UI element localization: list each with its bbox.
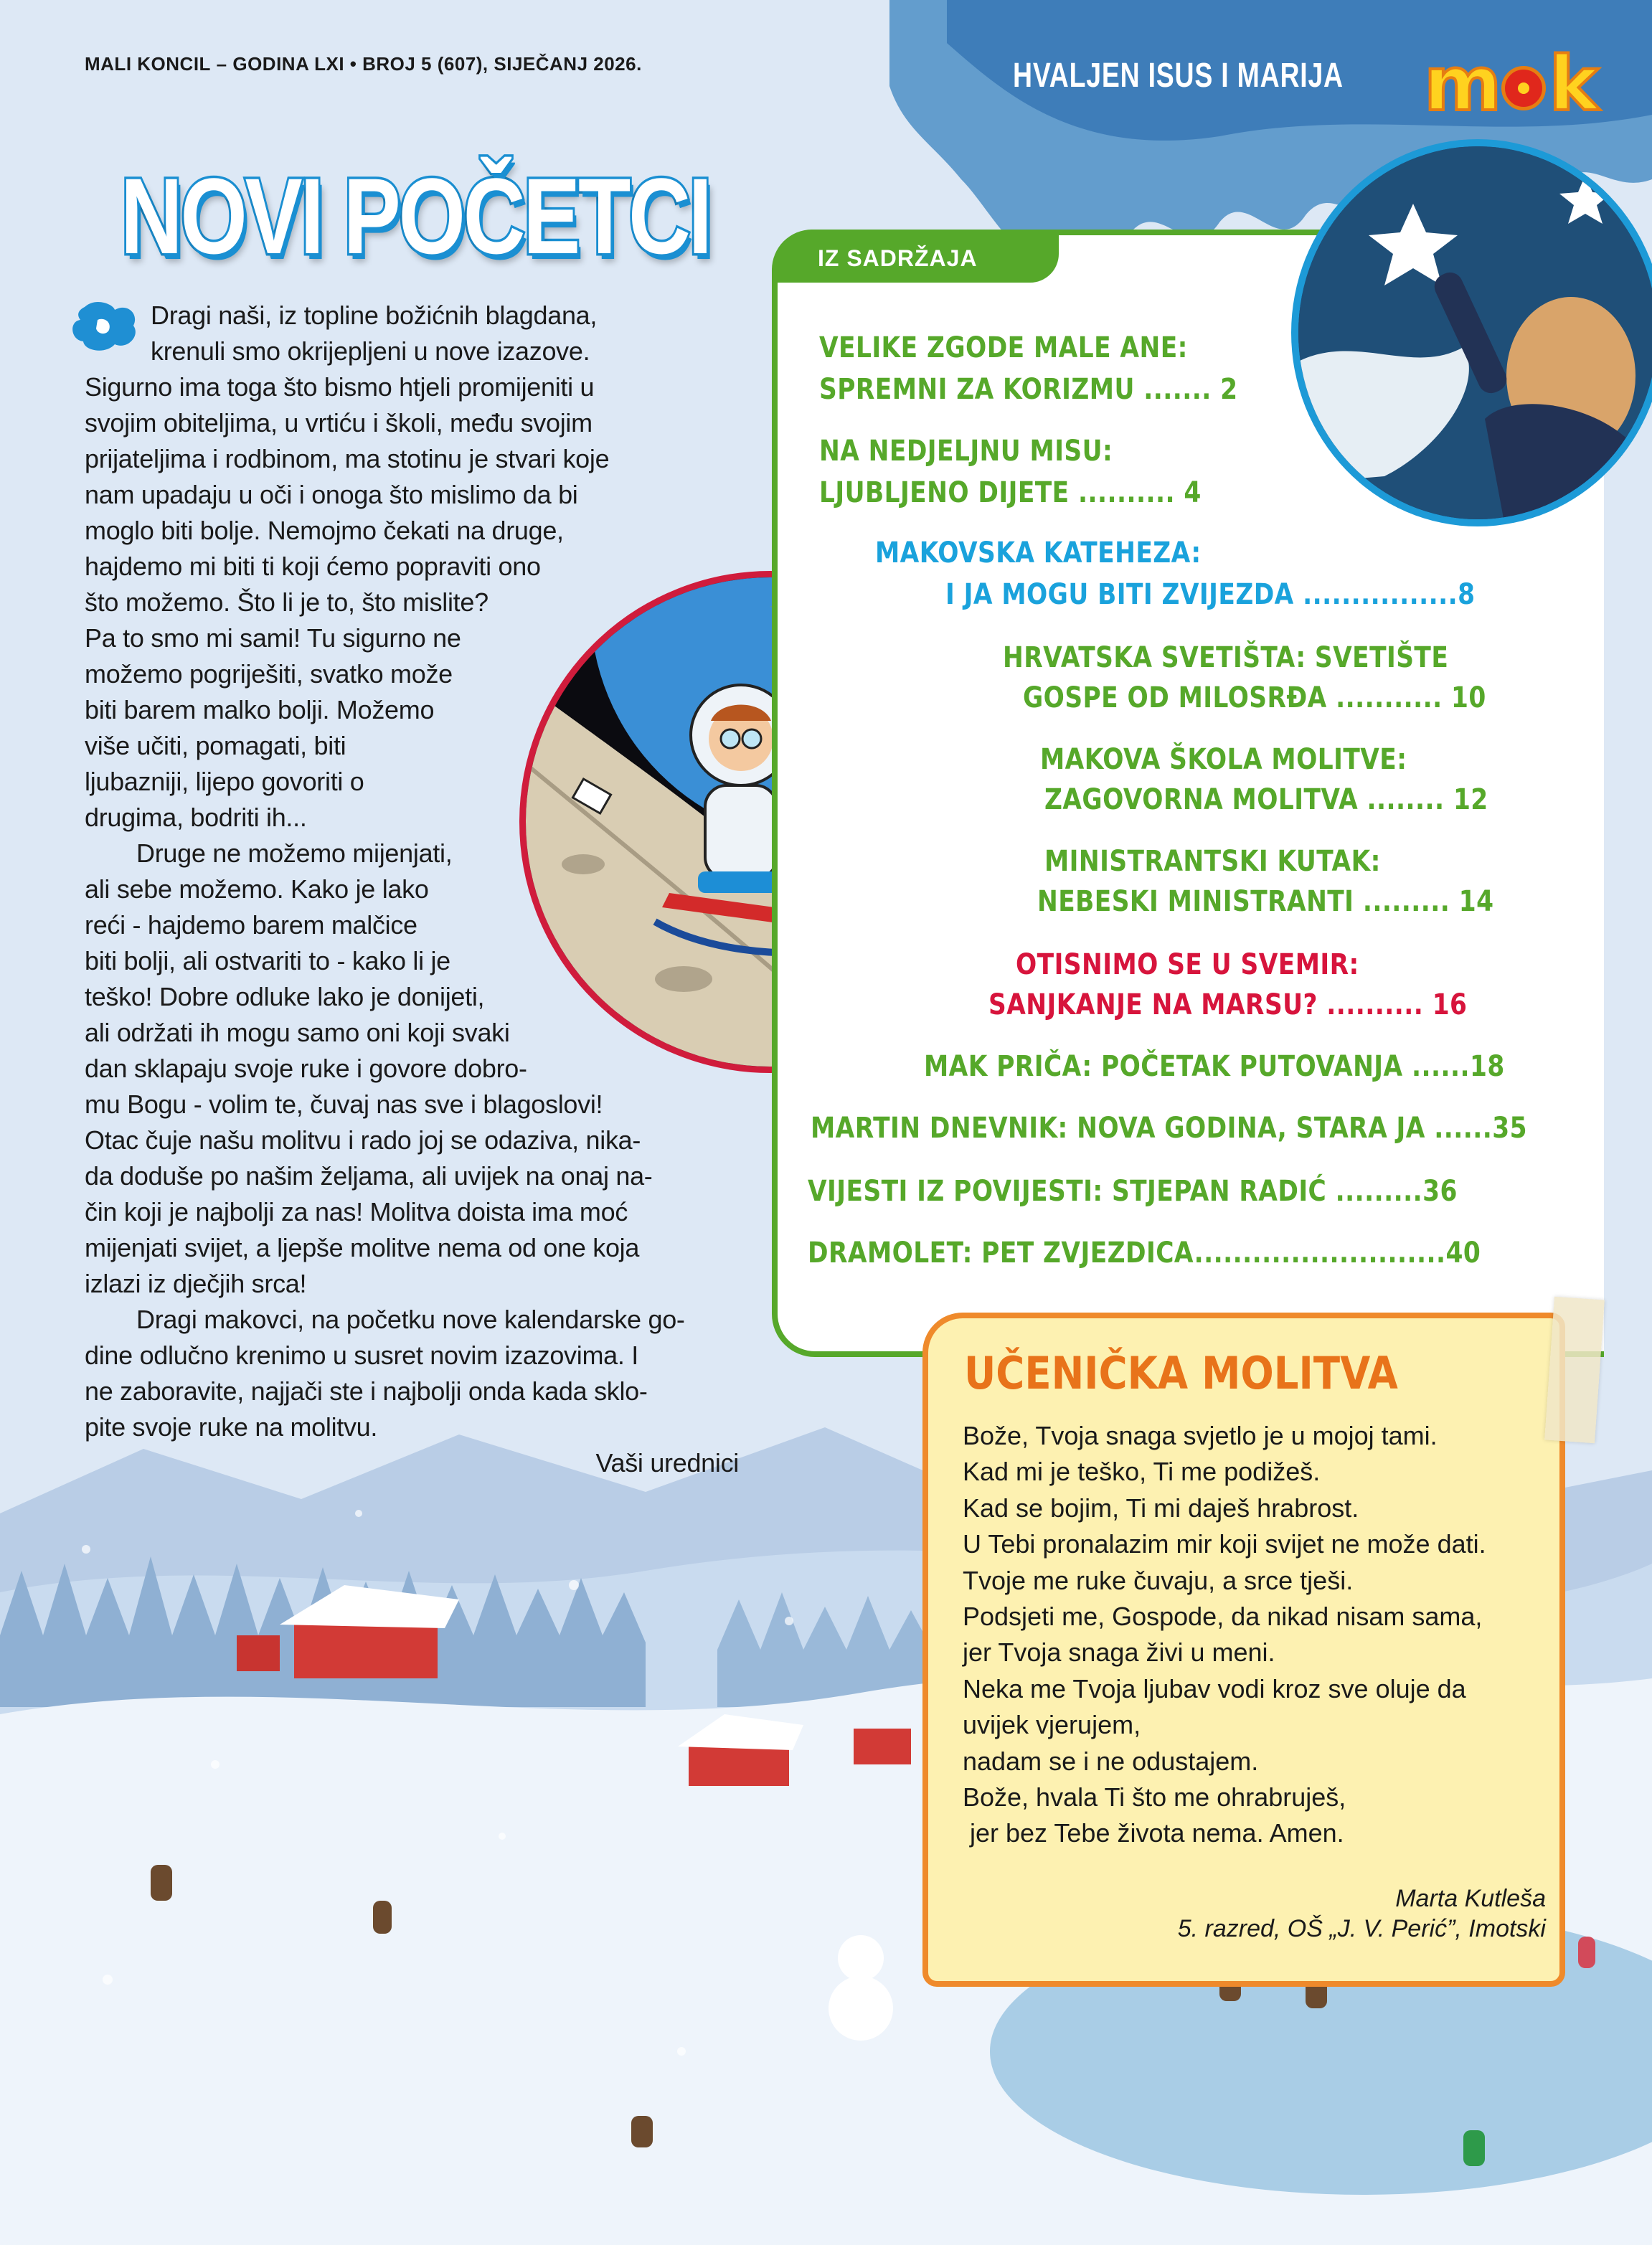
tape-decoration [1544, 1297, 1605, 1443]
prayer-line: Kad mi je teško, Ti me podižeš. [963, 1457, 1321, 1487]
toc-item[interactable]: MARTIN DNEVNIK: NOVA GODINA, STARA JA ......35 [811, 1112, 1527, 1145]
article-line: drugima, bodriti ih... [85, 803, 307, 832]
prayer-title: UČENIČKA MOLITVA [964, 1347, 1398, 1399]
toc-item[interactable]: VIJESTI IZ POVIJESTI: STJEPAN RADIĆ .........36 [808, 1175, 1458, 1208]
prayer-author: Marta Kutleša [1395, 1885, 1546, 1912]
article-line: ali sebe možemo. Kako je lako [85, 874, 429, 904]
toc-item[interactable]: ZAGOVORNA MOLITVA ........ 12 [1044, 783, 1488, 816]
issue-info [85, 53, 642, 75]
toc-item[interactable]: OTISNIMO SE U SVEMIR: [1016, 948, 1359, 981]
toc-heading: IZ SADRŽAJA [772, 230, 1059, 283]
issue-details: – GODINA LXI • BROJ 5 (607), SIJEČANJ 2026. [216, 53, 642, 75]
article-signature: Vaši urednici [595, 1448, 739, 1478]
article-line: ne zaboravite, najjači ste i najbolji onda kada sklo- [85, 1376, 648, 1406]
prayer-line: U Tebi pronalazim mir koji svijet ne može dati. [963, 1529, 1486, 1559]
prayer-line: Neka me Tvoja ljubav vodi kroz sve oluje da [963, 1673, 1466, 1703]
article-line: dan sklapaju svoje ruke i govore dobro- [85, 1054, 527, 1083]
article-line: nam upadaju u oči i onoga što mislimo da bi [85, 480, 578, 509]
prayer-author-school: 5. razred, OŠ „J. V. Perić”, Imotski [1177, 1915, 1546, 1942]
toc-item[interactable]: SPREMNI ZA KORIZMU ....... 2 [819, 373, 1238, 406]
article-line: što možemo. Što li je to, što mislite? [85, 587, 488, 617]
prayer-line: uvijek vjerujem, [963, 1710, 1141, 1740]
toc-item[interactable]: SANJKANJE NA MARSU? .......... 16 [988, 988, 1468, 1021]
prayer-line: Tvoje me ruke čuvaju, a srce tješi. [963, 1565, 1354, 1595]
toc-item[interactable]: MAKOVA ŠKOLA MOLITVE: [1040, 743, 1407, 776]
article-line: Druge ne možemo mijenjati, [136, 838, 453, 868]
toc-item[interactable]: LJUBLJENO DIJETE .......... 4 [819, 476, 1202, 509]
publication-name: MALI KONCIL [85, 53, 211, 75]
article-line: da doduše po našim željama, ali uvijek na onaj na- [85, 1161, 653, 1191]
article-line: ali održati ih mogu samo oni koji svaki [85, 1018, 510, 1047]
toc-item[interactable]: NA NEDJELJNU MISU: [819, 435, 1113, 468]
prayer-line: nadam se i ne odustajem. [963, 1746, 1259, 1776]
article-line: Sigurno ima toga što bismo htjeli promijeniti u [85, 372, 595, 402]
prayer-line: Bože, hvala Ti što me ohrabruješ, [963, 1782, 1346, 1812]
article-line: Dragi makovci, na početku nove kalendarske go- [136, 1305, 685, 1334]
prayer-line: Kad se bojim, Ti mi daješ hrabrost. [963, 1493, 1359, 1523]
article-line: hajdemo mi biti ti koji ćemo popraviti ono [85, 552, 541, 581]
article-line: prijateljima i rodbinom, ma stotinu je stvari koje [85, 444, 610, 473]
article-title: NOVI POČETCI [121, 156, 710, 276]
article-line: Dragi naši, iz topline božićnih blagdana, [151, 301, 598, 330]
toc-item[interactable]: MAK PRIČA: POČETAK PUTOVANJA ......18 [924, 1050, 1505, 1083]
article-line: mijenjati svijet, a ljepše molitve nema od one koja [85, 1233, 640, 1262]
article-line: dine odlučno krenimo u susret novim izazovima. I [85, 1341, 638, 1370]
toc-item[interactable]: NEBESKI MINISTRANTI ......... 14 [1037, 885, 1494, 918]
toc-item[interactable]: GOSPE OD MILOSRĐA ........... 10 [1023, 681, 1486, 714]
article-line: čin koji je najbolji za nas! Molitva doista ima moć [85, 1197, 628, 1227]
mak-logo: m k [1424, 40, 1596, 128]
article-line: pite svoje ruke na molitvu. [85, 1412, 378, 1442]
article-line: izlazi iz dječjih srca! [85, 1269, 307, 1298]
article-line: biti barem malko bolji. Možemo [85, 695, 435, 724]
article-line: teško! Dobre odluke lako je donijeti, [85, 982, 485, 1011]
prayer-line: jer Tvoja snaga živi u meni. [963, 1637, 1275, 1668]
prayer-line: Bože, Tvoja snaga svjetlo je u mojoj tami. [963, 1421, 1438, 1450]
poppy-flower-icon [1501, 66, 1546, 110]
toc-item[interactable]: I JA MOGU BITI ZVIJEZDA ................8 [945, 578, 1476, 611]
article-line: svojim obiteljima, u vrtiću i školi, među svojim [85, 408, 593, 438]
article-line: Pa to smo mi sami! Tu sigurno ne [85, 623, 461, 653]
article-line: moglo biti bolje. Nemojmo čekati na druge, [85, 516, 564, 545]
toc-item[interactable]: VELIKE ZGODE MALE ANE: [819, 331, 1188, 364]
article-line: više učiti, pomagati, biti [85, 731, 346, 760]
child-with-stars-photo [1291, 139, 1652, 526]
prayer-line: Podsjeti me, Gospode, da nikad nisam sama, [963, 1602, 1483, 1632]
article-line: Otac čuje našu molitvu i rado joj se odaziva, nika- [85, 1125, 641, 1155]
article-line: krenuli smo okrijepljeni u nove izazove. [151, 336, 590, 366]
toc-item[interactable]: DRAMOLET: PET ZVJEZDICA..........................40 [808, 1237, 1481, 1270]
toc-item[interactable]: HRVATSKA SVETIŠTA: SVETIŠTE [1003, 641, 1449, 674]
toc-item[interactable]: MAKOVSKA KATEHEZA: [875, 537, 1202, 569]
article-line: reći - hajdemo barem malčice [85, 910, 417, 940]
prayer-text [963, 1418, 1486, 1852]
article-line: možemo pogriješiti, svatko može [85, 659, 453, 689]
toc-item[interactable]: MINISTRANTSKI KUTAK: [1044, 845, 1381, 878]
greeting: HVALJEN ISUS I MARIJA [1013, 57, 1344, 95]
prayer-line: jer bez Tebe života nema. Amen. [963, 1818, 1344, 1848]
article-line: mu Bogu - volim te, čuvaj nas sve i blagoslovi! [85, 1090, 603, 1119]
article-line: ljubazniji, lijepo govoriti o [85, 767, 364, 796]
article-line: biti bolji, ali ostvariti to - kako li je [85, 946, 450, 975]
